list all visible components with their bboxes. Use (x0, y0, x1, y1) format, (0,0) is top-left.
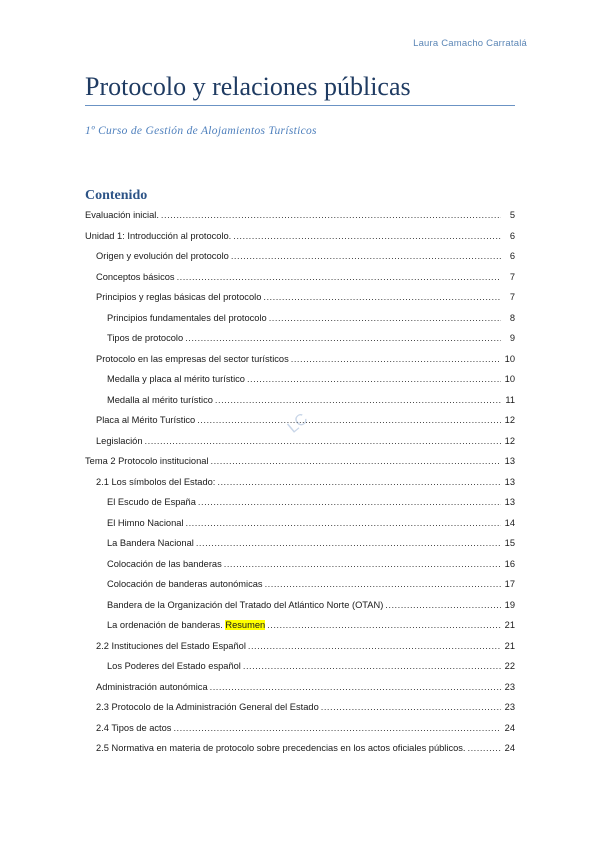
toc-dot-leader (173, 718, 501, 739)
toc-page-number: 8 (509, 312, 515, 323)
toc-dot-leader (161, 205, 501, 226)
toc-dot-leader (468, 738, 502, 759)
toc-entry-label: Principios fundamentales del protocolo (107, 312, 267, 323)
toc-page-number: 16 (504, 558, 515, 569)
toc-entry[interactable] (85, 677, 515, 698)
toc-page-number: 6 (509, 230, 515, 241)
toc-page-number: 7 (509, 271, 515, 282)
toc-dot-leader (145, 431, 501, 452)
toc-dot-leader (269, 308, 501, 329)
toc-entry-label: Origen y evolución del protocolo (96, 251, 229, 261)
toc-entry[interactable] (85, 574, 515, 595)
toc-heading: Contenido (85, 188, 148, 203)
toc-dot-leader (177, 267, 501, 288)
document-subtitle: 1º Curso de Gestión de Alojamientos Turísticos (85, 125, 317, 137)
toc-page-number: 21 (504, 640, 515, 651)
toc-page-number: 23 (504, 681, 515, 692)
toc-entry[interactable] (85, 554, 515, 575)
toc-dot-leader (210, 677, 501, 698)
toc-page-number: 6 (509, 251, 515, 261)
toc-dot-leader (321, 697, 501, 718)
toc-entry-label: El Escudo de España (107, 497, 196, 507)
toc-dot-leader (265, 574, 501, 595)
watermark-logo: LC (284, 410, 312, 437)
toc-entry-label: Administración autonómica (96, 681, 208, 692)
toc-entry[interactable] (85, 328, 515, 349)
toc-dot-leader (231, 246, 501, 267)
toc-dot-leader (217, 472, 501, 493)
toc-entry-label: Los Poderes del Estado español (107, 661, 241, 671)
toc-entry-label: Conceptos básicos (96, 271, 175, 282)
toc-entry-label: El Himno Nacional (107, 517, 184, 528)
title-divider (85, 105, 515, 106)
toc-entry-highlight: Resumen (225, 620, 266, 630)
toc-page-number: 13 (504, 476, 515, 487)
toc-entry[interactable] (85, 390, 515, 411)
toc-entry-label: Bandera de la Organización del Tratado del Atlántico Norte (OTAN) (107, 599, 384, 610)
toc-page-number: 12 (504, 435, 515, 446)
toc-dot-leader (263, 287, 501, 308)
toc-entry[interactable] (85, 410, 515, 431)
toc-dot-leader (248, 636, 501, 657)
toc-entry-label: Placa al Mérito Turístico (96, 415, 196, 425)
toc-page-number: 13 (504, 456, 515, 466)
toc-entry-label: Colocación de las banderas (107, 558, 222, 569)
toc-dot-leader (247, 369, 501, 390)
toc-page-number: 19 (504, 599, 515, 610)
toc-entry-label: Legislación (96, 435, 143, 446)
toc-entry[interactable] (85, 492, 515, 513)
toc-page-number: 11 (505, 394, 515, 405)
toc-dot-leader (211, 451, 501, 472)
toc-entry[interactable] (85, 615, 515, 636)
toc-entry[interactable] (85, 431, 515, 452)
toc-dot-leader (185, 328, 501, 349)
toc-entry[interactable] (85, 697, 515, 718)
toc-entry[interactable] (85, 369, 515, 390)
toc-entry[interactable] (85, 308, 515, 329)
toc-dot-leader (267, 615, 501, 636)
toc-page-number: 24 (504, 722, 515, 733)
toc-entry-label: Medalla al mérito turístico (107, 394, 213, 405)
toc-page-number: 22 (504, 661, 515, 671)
toc-entry-label: 2.1 Los símbolos del Estado: (96, 476, 216, 487)
toc-page-number: 12 (504, 415, 515, 425)
toc-dot-leader (215, 390, 501, 411)
table-of-contents (85, 205, 515, 759)
toc-entry[interactable] (85, 472, 515, 493)
toc-dot-leader (224, 554, 501, 575)
toc-dot-leader (291, 349, 501, 370)
toc-entry-label: Colocación de banderas autonómicas (107, 579, 263, 589)
toc-dot-leader (197, 410, 501, 431)
toc-dot-leader (233, 226, 501, 247)
toc-entry[interactable] (85, 205, 515, 226)
toc-entry[interactable] (85, 636, 515, 657)
toc-entry[interactable] (85, 451, 515, 472)
toc-entry-label: Medalla y placa al mérito turístico (107, 374, 245, 384)
toc-page-number: 24 (504, 743, 515, 753)
toc-entry-label: Evaluación inicial. (85, 210, 159, 220)
toc-dot-leader (198, 492, 501, 513)
toc-dot-leader (243, 656, 501, 677)
toc-dot-leader (385, 595, 501, 616)
header-author: Laura Camacho Carratalá (413, 38, 527, 49)
toc-entry[interactable] (85, 656, 515, 677)
toc-entry-label: La Bandera Nacional (107, 538, 194, 548)
document-title: Protocolo y relaciones públicas (85, 72, 411, 101)
toc-page-number: 23 (504, 702, 515, 712)
toc-page-number: 21 (504, 620, 515, 630)
toc-page-number: 17 (504, 579, 515, 589)
toc-entry-label: Protocolo en las empresas del sector turísticos (96, 353, 289, 364)
toc-entry[interactable] (85, 287, 515, 308)
toc-entry[interactable] (85, 533, 515, 554)
toc-entry[interactable] (85, 226, 515, 247)
toc-entry-label: Principios y reglas básicas del protocolo (96, 292, 262, 302)
toc-page-number: 13 (504, 497, 515, 507)
toc-entry-label: Unidad 1: Introducción al protocolo. (85, 230, 232, 241)
toc-page-number: 10 (504, 374, 515, 384)
toc-page-number: 14 (504, 517, 515, 528)
toc-entry-label: 2.4 Tipos de actos (96, 722, 172, 733)
toc-entry-label: 2.5 Normativa en materia de protocolo sobre precedencias en los actos oficiales públicos. (96, 743, 466, 753)
toc-page-number: 15 (504, 538, 515, 548)
toc-page-number: 10 (504, 353, 515, 364)
toc-dot-leader (185, 513, 501, 534)
toc-entry-label: Tipos de protocolo (107, 333, 184, 343)
toc-entry-label: La ordenación de banderas. Resumen (107, 620, 266, 630)
toc-entry[interactable] (85, 267, 515, 288)
toc-entry-label: Tema 2 Protocolo institucional (85, 456, 209, 466)
toc-entry[interactable] (85, 349, 515, 370)
toc-entry-label: 2.3 Protocolo de la Administración General del Estado (96, 702, 319, 712)
toc-page-number: 7 (509, 292, 515, 302)
toc-entry[interactable] (85, 738, 515, 759)
toc-entry[interactable] (85, 718, 515, 739)
toc-entry[interactable] (85, 595, 515, 616)
toc-entry[interactable] (85, 246, 515, 267)
toc-dot-leader (196, 533, 501, 554)
toc-entry[interactable] (85, 513, 515, 534)
toc-page-number: 9 (509, 333, 515, 343)
toc-entry-label: 2.2 Instituciones del Estado Español (96, 640, 246, 651)
toc-page-number: 5 (509, 210, 515, 220)
